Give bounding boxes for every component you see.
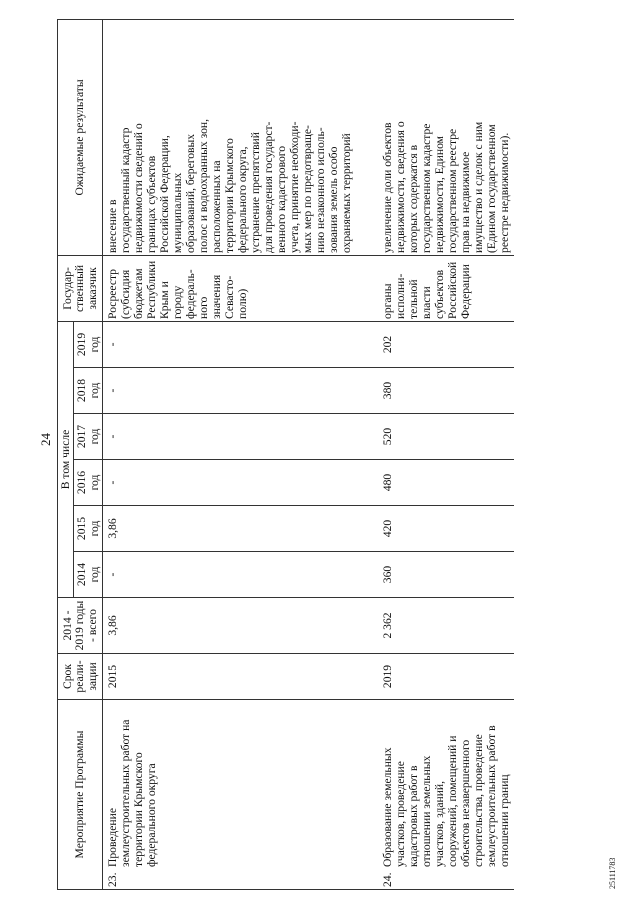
- document-code: 25111783: [608, 857, 617, 889]
- header-row-top: [58, 19, 74, 889]
- header-year-2016: 2016 год: [73, 460, 102, 506]
- term-cell: 2015: [102, 654, 378, 700]
- year-2019-cell: 202: [378, 321, 514, 367]
- header-term: Срок реали-зации: [58, 654, 103, 700]
- header-results: Ожидаемые результаты: [58, 19, 103, 255]
- year-2015-cell: 420: [378, 506, 514, 552]
- results-cell: внесение в государственный кадастр недвижимости сведений о границах субъектов Российской Федерации, муниципальных образований, береговых полос и водоохранных зон, расположенных на территории Крымского федерального округа, устранение препятствий для проведения государст- венного кадастрового учета, принятие необходи- мых мер по предотвраще- нию незаконного исполь- зования земель особо охраняемых территорий: [102, 19, 378, 255]
- year-2018-cell: 380: [378, 368, 514, 414]
- program-activities-table: [57, 19, 514, 890]
- header-customer: Государ-ственный заказчик: [58, 255, 103, 321]
- table-row: [378, 19, 514, 889]
- year-2016-cell: 480: [378, 460, 514, 506]
- year-2015-cell: 3,86: [102, 506, 378, 552]
- header-activity: Мероприятие Программы: [58, 700, 103, 890]
- row-number: 24.: [381, 872, 395, 887]
- term-cell: 2019: [378, 654, 514, 700]
- header-year-2018: 2018 год: [73, 368, 102, 414]
- year-2017-cell: 520: [378, 414, 514, 460]
- activity-text: Образование земельных участков, проведение кадастровых работ в отношении земельных участков, зданий, сооружений, помещений и объектов незавершенного строительства, проведение землеустроительных работ в отношении границ: [381, 725, 512, 867]
- row-number: 23.: [105, 872, 119, 887]
- year-2017-cell: -: [102, 414, 378, 460]
- activity-cell: [102, 700, 378, 890]
- year-2014-cell: -: [102, 552, 378, 598]
- customer-cell: органы исполни- тельной власти субъектов Российской Федерации: [378, 255, 514, 321]
- total-cell: 2 362: [378, 598, 514, 654]
- total-cell: 3,86: [102, 598, 378, 654]
- page-number: 24: [38, 433, 53, 446]
- customer-cell: Росреестр (субсидия бюджетам Республики Крым и городу федераль- ного значения Севасто- полю): [102, 255, 378, 321]
- header-in-that-number: В том числе: [58, 321, 74, 597]
- year-2016-cell: -: [102, 460, 378, 506]
- activity-cell: [378, 700, 514, 890]
- year-2019-cell: -: [102, 321, 378, 367]
- table-row: [102, 19, 378, 889]
- rotated-table-container: [57, 20, 573, 890]
- header-year-2014: 2014 год: [73, 552, 102, 598]
- results-cell: увеличение доли объектов недвижимости, сведения о которых содержатся в государственном кадастре недвижимости, Едином государственном реестре прав на недвижимое имущество и сделок с ним (Едином государственном реестре недвижимости).: [378, 19, 514, 255]
- header-year-2017: 2017 год: [73, 414, 102, 460]
- year-2014-cell: 360: [378, 552, 514, 598]
- year-2018-cell: -: [102, 368, 378, 414]
- header-total: 2014 - 2019 годы - всего: [58, 598, 103, 654]
- header-year-2015: 2015 год: [73, 506, 102, 552]
- activity-text: Проведение землеустроительных работ на территории Крымского федерального округа: [105, 719, 158, 867]
- header-year-2019: 2019 год: [73, 321, 102, 367]
